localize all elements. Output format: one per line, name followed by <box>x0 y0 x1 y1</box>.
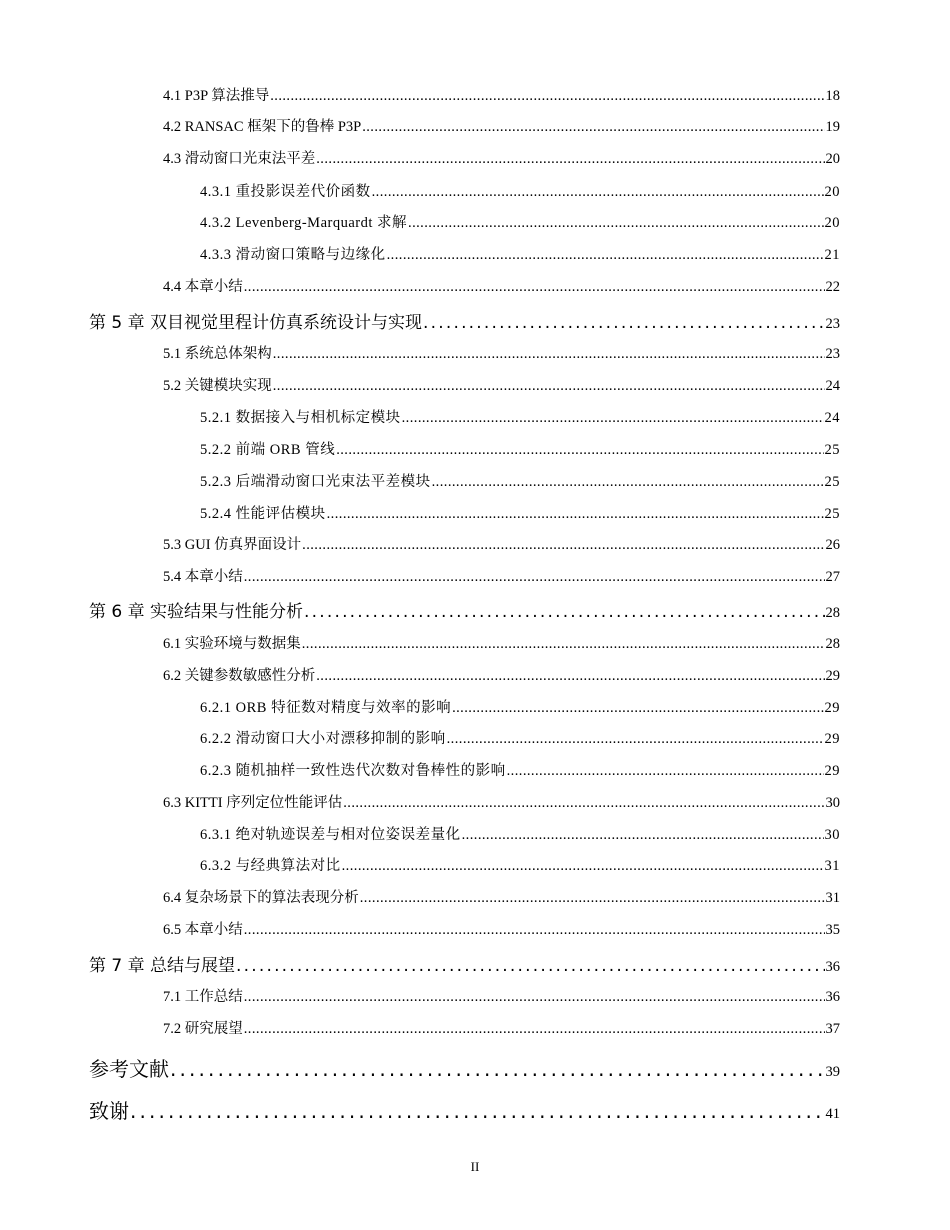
toc-entry[interactable] <box>200 854 840 875</box>
toc-entry-page: 23 <box>825 346 840 362</box>
toc-entry[interactable] <box>163 275 840 296</box>
toc-leader-dots <box>336 442 823 459</box>
toc-entry-title: 第 6 章 实验结果与性能分析 <box>89 602 304 622</box>
toc-entry-title: 6.3.1 绝对轨迹误差与相对位姿误差量化 <box>200 827 461 843</box>
toc-leader-dots <box>273 378 825 395</box>
toc-leader-dots <box>170 1057 825 1081</box>
toc-leader-dots <box>244 569 825 586</box>
toc-entry-title: 6.4 复杂场景下的算法表现分析 <box>163 890 359 906</box>
toc-entry-title: 4.3 滑动窗口光束法平差 <box>163 151 316 167</box>
toc-entry-page: 29 <box>824 731 840 747</box>
toc-entry[interactable] <box>163 886 840 907</box>
toc-entry[interactable] <box>163 1017 840 1038</box>
toc-leader-dots <box>302 636 825 653</box>
toc-entry-title: 5.2.4 性能评估模块 <box>200 506 326 522</box>
toc-entry-page: 30 <box>824 827 840 843</box>
toc-entry[interactable] <box>163 115 840 136</box>
toc-entry-title: 参考文献 <box>89 1057 169 1081</box>
toc-entry-title: 6.2.2 滑动窗口大小对漂移抑制的影响 <box>200 731 446 747</box>
toc-entry[interactable] <box>163 84 840 105</box>
toc-entry[interactable] <box>89 1053 840 1082</box>
toc-entry-page: 31 <box>825 890 840 906</box>
toc-entry-page: 24 <box>824 410 840 426</box>
toc-entry[interactable] <box>163 664 840 685</box>
toc-entry[interactable] <box>89 597 840 622</box>
page-number: II <box>470 1159 480 1174</box>
toc-leader-dots <box>244 922 825 939</box>
toc-leader-dots <box>236 956 824 976</box>
toc-entry-title: 第 7 章 总结与展望 <box>89 956 236 976</box>
toc-entry[interactable] <box>200 823 840 844</box>
toc-entry-page: 29 <box>825 668 840 684</box>
toc-leader-dots <box>244 279 825 296</box>
toc-entry[interactable] <box>163 985 840 1006</box>
toc-leader-dots <box>343 795 824 812</box>
toc-leader-dots <box>432 474 824 491</box>
toc-entry-title: 6.1 实验环境与数据集 <box>163 636 301 652</box>
toc-leader-dots <box>316 668 824 685</box>
toc-leader-dots <box>387 247 824 264</box>
toc-entry-title: 6.2.3 随机抽样一致性迭代次数对鲁棒性的影响 <box>200 763 506 779</box>
toc-entry[interactable] <box>163 565 840 586</box>
toc-entry-title: 6.2.1 ORB 特征数对精度与效率的影响 <box>200 700 452 716</box>
toc-entry[interactable] <box>200 211 840 232</box>
toc-entry-page: 30 <box>825 795 840 811</box>
toc-entry-page: 21 <box>824 247 840 263</box>
toc-leader-dots <box>447 731 824 748</box>
toc-entry[interactable] <box>163 342 840 363</box>
toc-entry-title: 第 5 章 双目视觉里程计仿真系统设计与实现 <box>89 313 423 333</box>
toc-leader-dots <box>372 184 824 201</box>
toc-entry-title: 5.4 本章小结 <box>163 569 243 585</box>
toc-entry-title: 7.1 工作总结 <box>163 989 243 1005</box>
toc-entry-page: 25 <box>824 442 840 458</box>
toc-leader-dots <box>244 1021 825 1038</box>
toc-leader-dots <box>408 215 823 232</box>
toc-leader-dots <box>244 989 825 1006</box>
toc-entry-page: 22 <box>825 279 840 295</box>
toc-entry[interactable] <box>200 180 840 201</box>
toc-entry[interactable] <box>163 791 840 812</box>
toc-entry-title: 6.3.2 与经典算法对比 <box>200 858 341 874</box>
toc-entry-page: 39 <box>825 1064 840 1080</box>
toc-entry-title: 4.3.3 滑动窗口策略与边缘化 <box>200 247 386 263</box>
toc-entry-title: 5.2 关键模块实现 <box>163 378 272 394</box>
toc-entry[interactable] <box>200 470 840 491</box>
toc-entry-page: 36 <box>825 959 840 975</box>
toc-leader-dots <box>423 313 824 333</box>
toc-entry-page: 37 <box>825 1021 840 1037</box>
toc-entry-title: 致谢 <box>89 1099 129 1123</box>
toc-entry-page: 20 <box>825 151 840 167</box>
toc-leader-dots <box>273 346 825 363</box>
toc-entry-title: 6.2 关键参数敏感性分析 <box>163 668 316 684</box>
toc-entry-page: 18 <box>825 88 840 104</box>
toc-entry[interactable] <box>200 243 840 264</box>
toc-entry-page: 20 <box>824 184 840 200</box>
toc-entry-page: 31 <box>824 858 840 874</box>
toc-entry[interactable] <box>200 406 840 427</box>
toc-leader-dots <box>402 410 824 427</box>
toc-leader-dots <box>302 537 824 554</box>
toc-entry[interactable] <box>200 438 840 459</box>
toc-entry-page: 35 <box>825 922 840 938</box>
toc-leader-dots <box>316 151 824 168</box>
toc-entry-title: 4.4 本章小结 <box>163 279 243 295</box>
toc-entry-title: 4.3.1 重投影误差代价函数 <box>200 184 371 200</box>
toc-entry-title: 4.3.2 Levenberg-Marquardt 求解 <box>200 215 408 231</box>
toc-entry-page: 20 <box>824 215 840 231</box>
toc-leader-dots <box>360 890 825 907</box>
toc-entry-page: 24 <box>825 378 840 394</box>
toc-entry[interactable] <box>89 308 840 333</box>
toc-entry-page: 28 <box>825 636 840 652</box>
toc-entry-page: 25 <box>824 474 840 490</box>
toc-entry-title: 6.5 本章小结 <box>163 922 243 938</box>
toc-entry-page: 19 <box>825 119 840 135</box>
toc-entry[interactable] <box>163 632 840 653</box>
toc-leader-dots <box>452 700 823 717</box>
toc-leader-dots <box>270 88 824 105</box>
toc-entry[interactable] <box>163 533 840 554</box>
toc-entry-title: 4.2 RANSAC 框架下的鲁棒 P3P <box>163 119 362 135</box>
toc-entry[interactable] <box>200 759 840 780</box>
toc-leader-dots <box>130 1099 825 1123</box>
toc-entry-title: 5.1 系统总体架构 <box>163 346 272 362</box>
toc-entry[interactable] <box>163 147 840 168</box>
toc-entry-page: 26 <box>825 537 840 553</box>
toc-entry[interactable] <box>89 951 840 976</box>
toc-entry[interactable] <box>89 1095 840 1124</box>
toc-leader-dots <box>507 763 824 780</box>
toc-entry-page: 28 <box>825 605 840 621</box>
toc-entry[interactable] <box>163 374 840 395</box>
toc-entry-page: 25 <box>824 506 840 522</box>
toc-leader-dots <box>362 119 824 136</box>
toc-leader-dots <box>342 858 824 875</box>
toc-entry-title: 4.1 P3P 算法推导 <box>163 88 270 104</box>
toc-entry[interactable] <box>200 502 840 523</box>
toc-leader-dots <box>327 506 824 523</box>
toc-entry[interactable] <box>163 918 840 939</box>
toc-entry-page: 27 <box>825 569 840 585</box>
toc-entry-page: 36 <box>825 989 840 1005</box>
toc-entry[interactable] <box>200 696 840 717</box>
toc-leader-dots <box>304 602 824 622</box>
toc-entry-title: 5.3 GUI 仿真界面设计 <box>163 537 302 553</box>
toc-entry-title: 6.3 KITTI 序列定位性能评估 <box>163 795 343 811</box>
toc-leader-dots <box>462 827 824 844</box>
toc-entry-page: 29 <box>824 763 840 779</box>
toc-entry[interactable] <box>200 727 840 748</box>
toc-entry-page: 29 <box>824 700 840 716</box>
toc-entry-title: 5.2.1 数据接入与相机标定模块 <box>200 410 401 426</box>
toc-entry-title: 7.2 研究展望 <box>163 1021 243 1037</box>
toc-entry-title: 5.2.2 前端 ORB 管线 <box>200 442 336 458</box>
toc-entry-title: 5.2.3 后端滑动窗口光束法平差模块 <box>200 474 431 490</box>
toc-entry-page: 23 <box>825 316 840 332</box>
toc-entry-page: 41 <box>825 1106 840 1122</box>
